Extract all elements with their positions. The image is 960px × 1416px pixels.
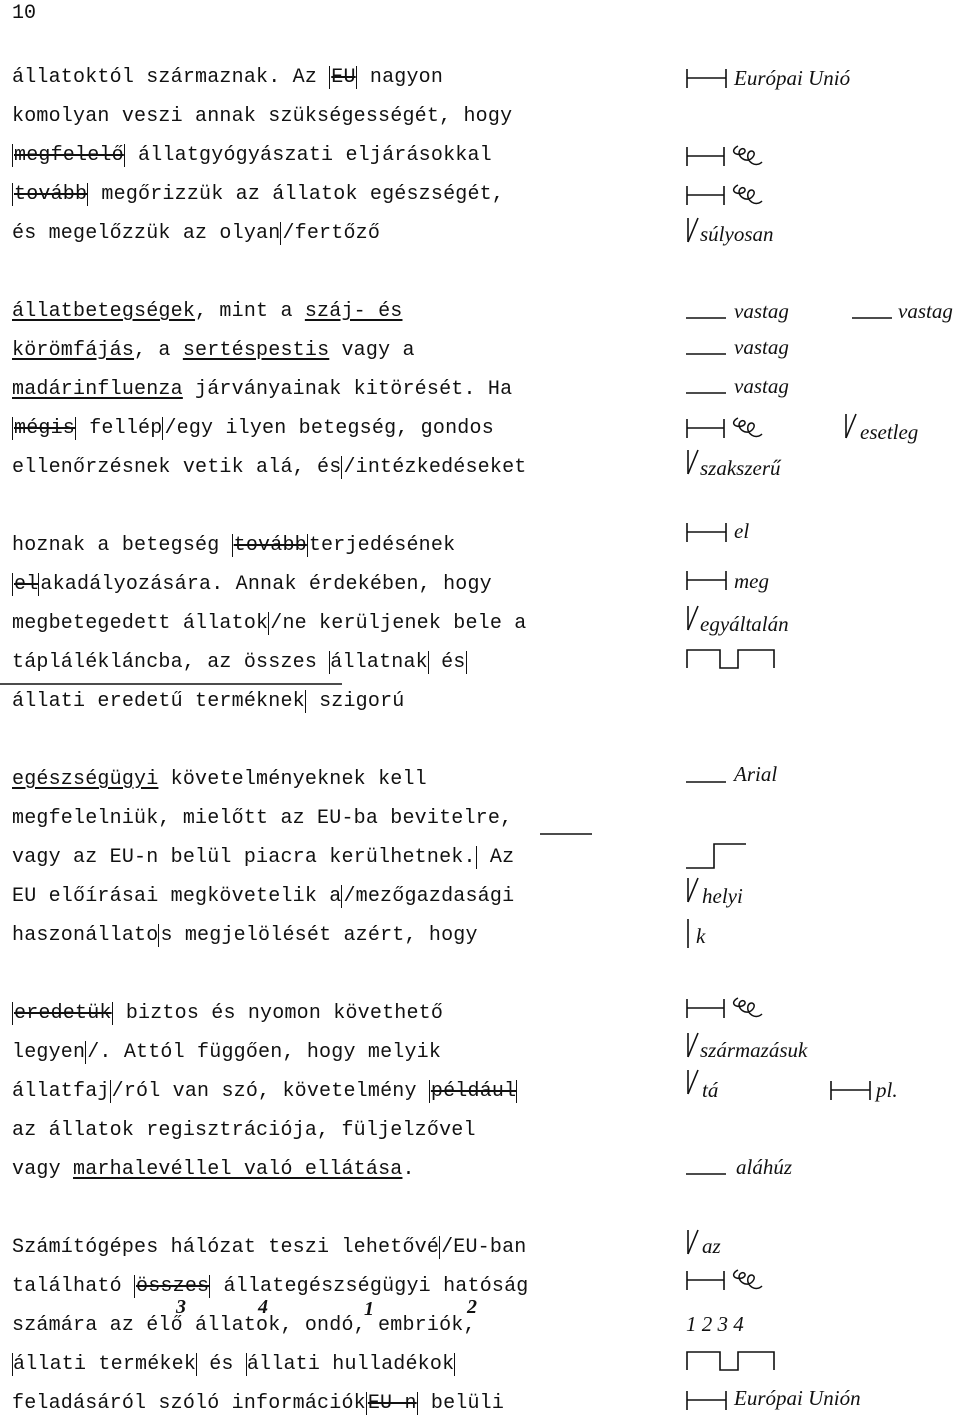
margin-note: vastag [734,299,789,323]
insert-mark-icon [686,876,702,904]
delete-mark-icon [686,1268,766,1294]
text-line: megfelelő állatgyógyászati eljárásokkal [14,144,492,167]
margin-note: meg [734,569,769,593]
insert-mark-icon [844,412,860,440]
margin-note: az [702,1234,721,1258]
transpose-mark-icon [686,1350,778,1372]
text-line: mégis fellép /egy ilyen betegség, gondos [14,417,494,440]
reorder-mark: 3 [176,1296,186,1318]
margin-note: szakszerű [700,456,781,480]
text-line: állatfaj /ról van szó, követelmény például [12,1080,531,1104]
underline-mark-icon [686,300,730,320]
text-line: feladásáról szóló információk EU n belüli [12,1392,505,1415]
text-line: állatoktól származnak. Az EU nagyon [12,66,444,89]
text-line: megfelelniük, mielőtt az EU-ba bevitelre, [12,807,513,830]
text-line: el akadályozására. Annak érdekében, hogy [14,573,492,596]
delete-mark-icon [686,144,766,170]
margin-note: származásuk [700,1038,808,1062]
replace-mark-icon [686,522,730,544]
margin-note: esetleg [860,420,919,444]
text-line: körömfájás, a sertéspestis vagy a [12,339,415,362]
wrap-mark-icon [686,842,748,870]
margin-note: egyáltalán [700,612,789,636]
text-line: haszonállato s megjelölését azért, hogy [12,924,478,947]
text-line: eredetük biztos és nyomon követhető [14,1002,444,1025]
margin-note: súlyosan [700,222,774,246]
text-line: állati termékek és állati hulladékok [13,1353,455,1376]
insert-mark-icon [686,1068,702,1096]
text-line: megbetegedett állatok /ne kerüljenek bele a [12,612,527,635]
margin-note: vastag [898,299,953,323]
underline-mark-icon [686,764,730,784]
text-line: táplálékláncba, az összes állatnak és [12,651,480,675]
replace-mark-icon [686,1390,730,1412]
replace-mark-icon [686,68,730,90]
reorder-mark: 2 [467,1296,477,1318]
replace-mark-icon [830,1080,874,1102]
text-line: számára az élő állatok, ondó, embriók, [12,1314,476,1337]
text-line: az állatok regisztrációja, füljelzővel [12,1119,476,1142]
margin-note: Európai Unión [734,1386,861,1410]
margin-note: helyi [702,884,743,908]
margin-note: Európai Unió [734,66,851,90]
margin-note: vastag [734,335,789,359]
text-line: hoznak a betegség tovább terjedésének [12,534,456,557]
reorder-mark: 1 [364,1298,374,1320]
underline-mark-icon [686,375,730,395]
text-line: komolyan veszi annak szükségességét, hogy [12,105,513,128]
margin-note: el [734,519,750,543]
text-line: tovább megőrizzük az állatok egészségét, [14,183,505,206]
text-line: állatbetegségek, mint a száj- és [12,300,403,323]
delete-mark-icon [686,183,766,209]
margin-note: Arial [734,762,778,786]
text-line: és megelőzzük az olyan /fertőző [12,222,381,245]
page-number: 10 [12,2,37,25]
delete-mark-icon [686,996,766,1022]
text-line: Számítógépes hálózat teszi lehetővé /EU-ban [12,1236,527,1259]
text-line: EU előírásai megkövetelik a /mezőgazdasági [12,885,515,908]
correction-delete: EU [331,66,356,89]
text-line: vagy marhalevéllel való ellátása. [12,1158,415,1181]
text-line: található összes állategészségügyi hatóság [12,1275,529,1298]
margin-note: pl. [876,1078,898,1102]
replace-mark-icon [686,570,730,592]
text-line: legyen /. Attól függően, hogy melyik [12,1041,442,1064]
underline-mark-icon [852,300,896,320]
wrap-line [0,832,600,836]
text-line: madárinfluenza járványainak kitörését. Ha [12,378,513,401]
reorder-mark: 4 [258,1296,268,1318]
text-line: ellenőrzésnek vetik alá, és /intézkedéseket [12,456,527,479]
text-line: vagy az EU-n belül piacra kerülhetnek. Az [12,846,515,869]
margin-note: 1 2 3 4 [686,1312,744,1336]
margin-note: tá [702,1078,719,1102]
underline-mark-icon [686,336,730,356]
delete-mark-icon [686,416,766,442]
margin-note: k [696,924,706,948]
underline-mark-icon [686,1156,730,1176]
margin-note: vastag [734,374,789,398]
margin-note: aláhúz [736,1155,793,1179]
transpose-line [0,682,350,686]
replace-mark-icon [686,918,692,950]
transpose-mark-icon [686,648,778,670]
text-line: egészségügyi követelményeknek kell [12,768,427,791]
insert-mark-icon [686,1228,702,1256]
text-line: állati eredetű terméknek szigorú [12,690,405,713]
